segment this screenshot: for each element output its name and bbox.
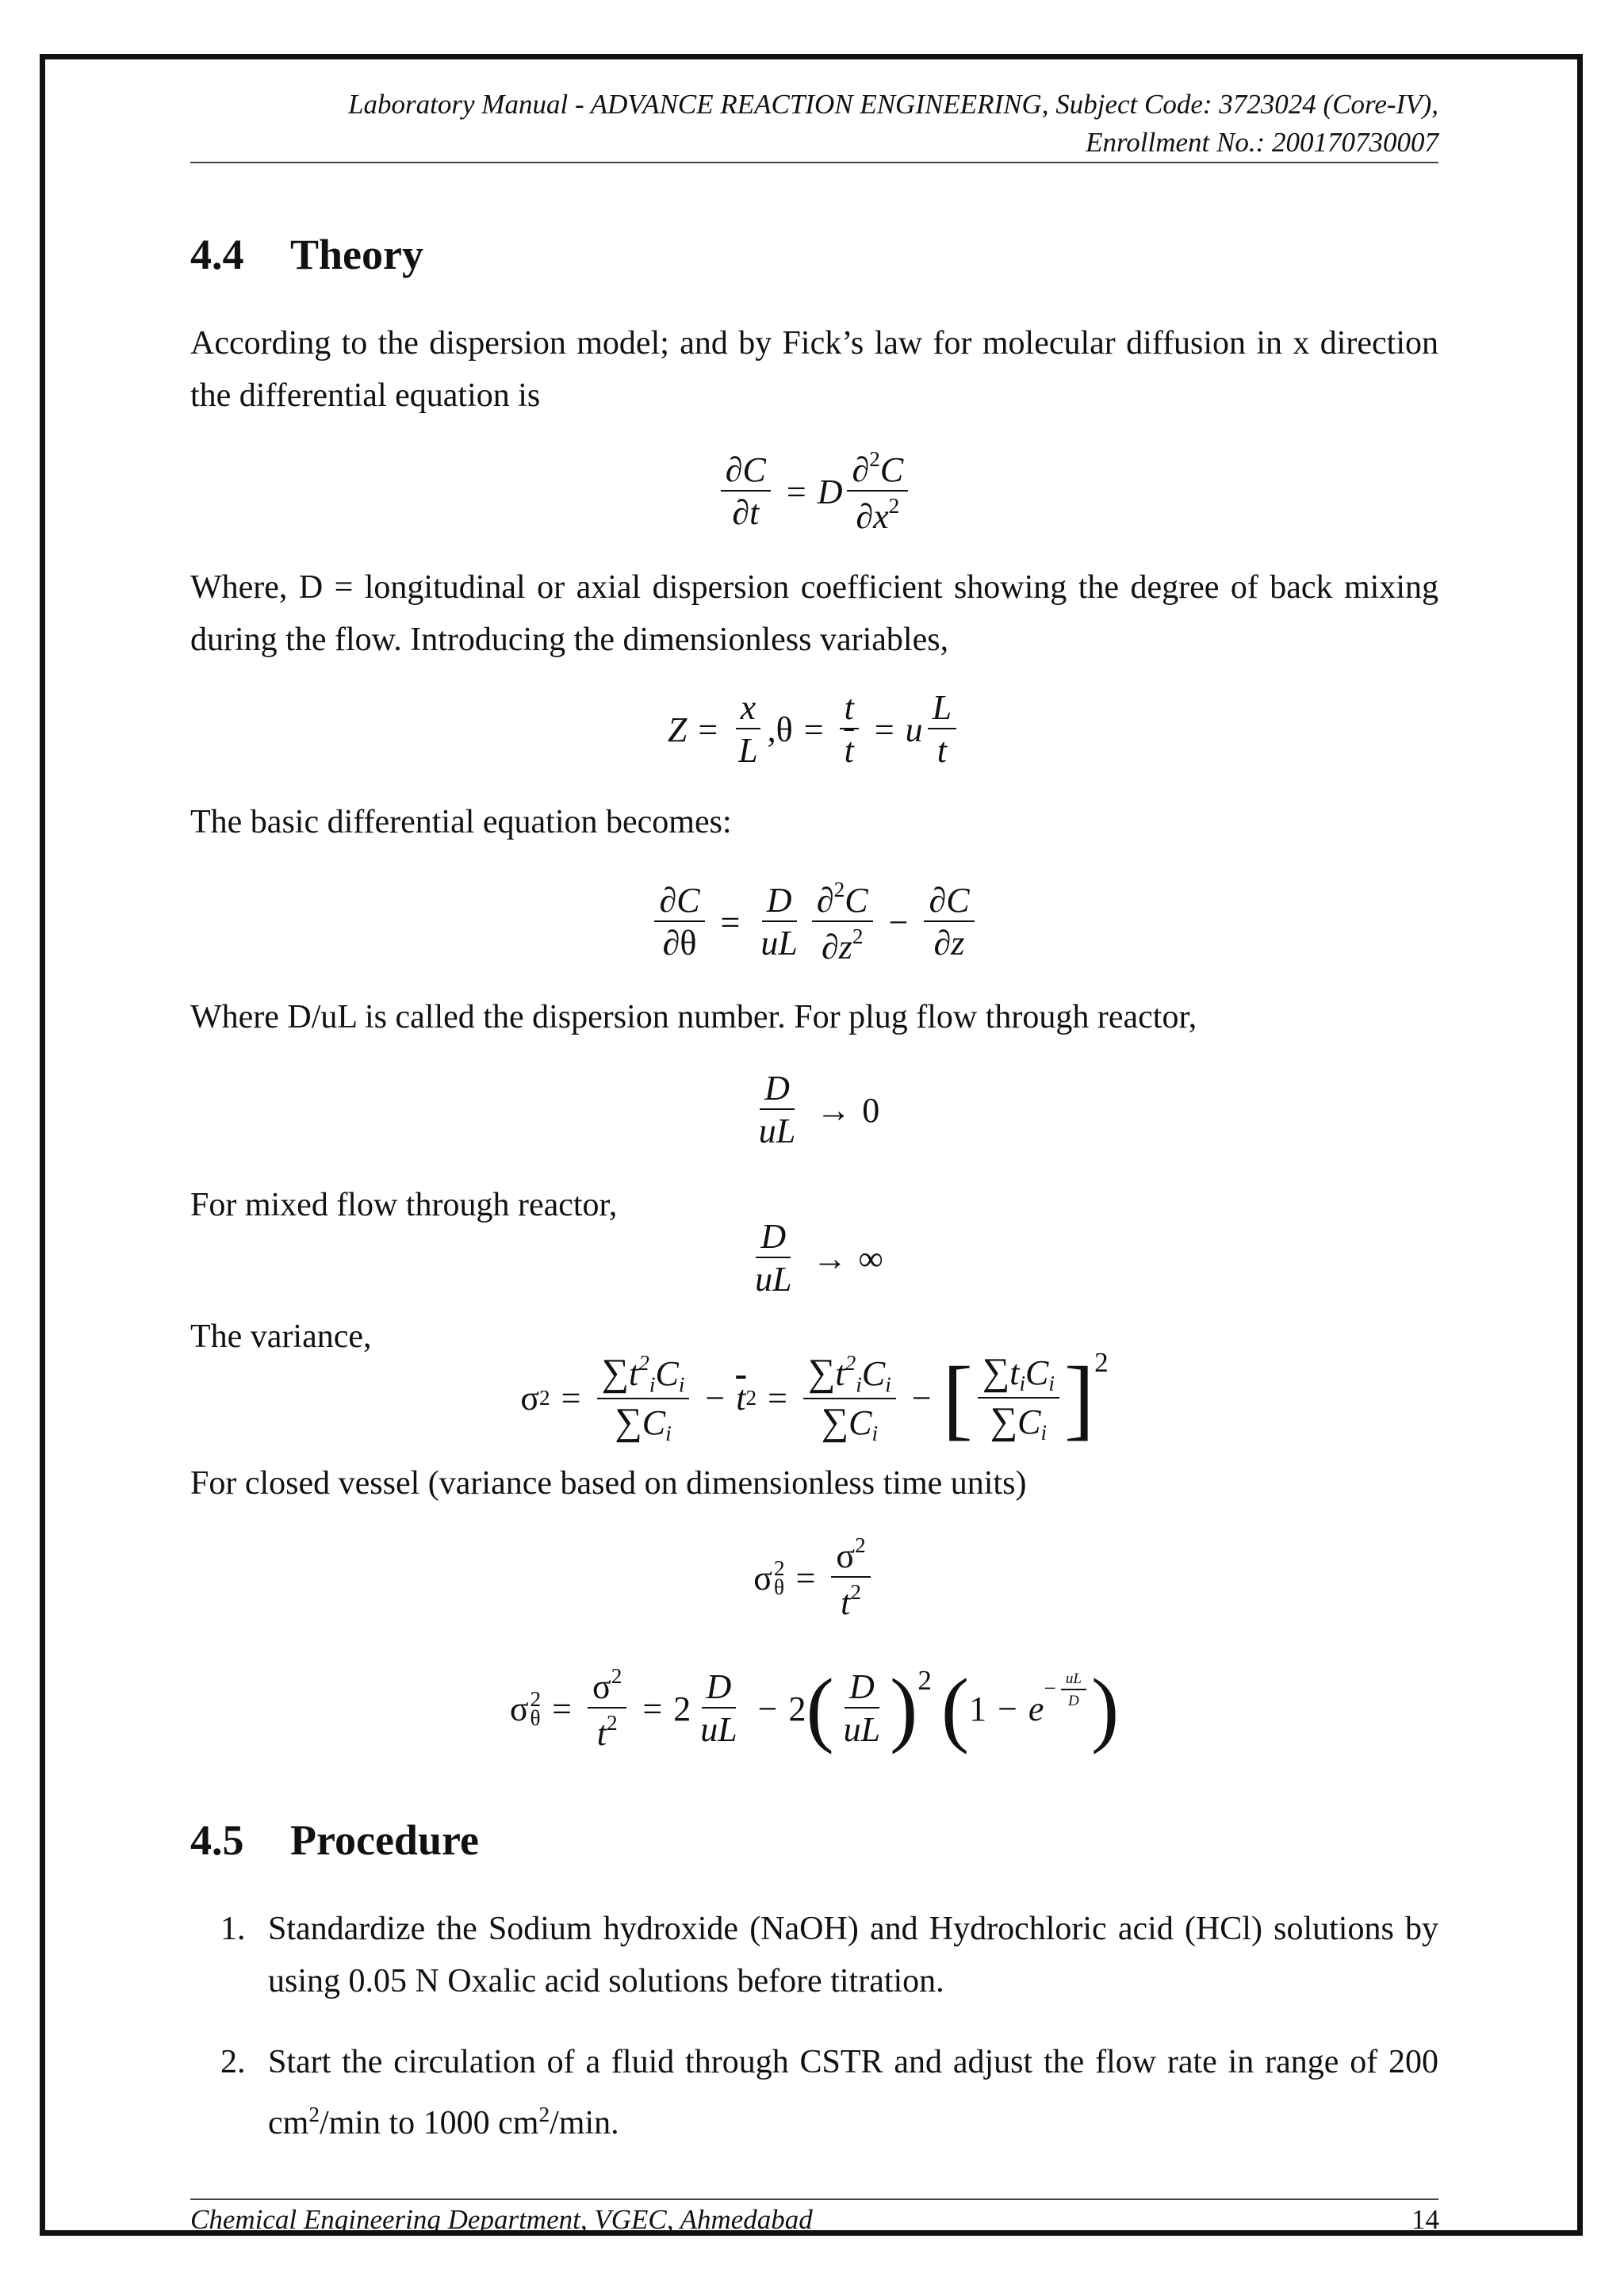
step-number: 2.	[220, 2044, 246, 2080]
paragraph-dispersion-number: Where D/uL is called the dispersion number. For plug flow through reactor,	[190, 999, 1197, 1035]
paragraph-dispersion-coefficient: Where, D = longitudinal or axial dispersion coefficient showing the degree of back mixing during the flow. Introducing the dimensionless variables,	[190, 569, 1438, 658]
header-line-2: Enrollment No.: 200170730007	[1086, 127, 1438, 158]
equation-dimensionless-variables: Z = $\frac{x}{L}$ ,θ = $\frac{t}{t}$ = u $\frac{L}{t}$	[190, 690, 1438, 769]
section-title: Procedure	[290, 1816, 479, 1864]
equation-diffusion: $\frac{\partial C}{\partial t}$ = D $\frac{\partial^2C}{\partial x^2}$	[190, 448, 1438, 536]
paragraph-variance: The variance,	[190, 1318, 372, 1355]
equation-dimensionless-dispersion: $\frac{\partial C}{\partial\theta}$ = $\frac{D}{uL}$ $\frac{\partial^2C}{\partial z^2}$ − $\frac{\partial C}{\partial z}$	[190, 878, 1438, 966]
paragraph-mixed-flow: For mixed flow through reactor,	[190, 1187, 618, 1223]
paragraph-intro: According to the dispersion model; and by Fick’s law for molecular diffusion in x direction the differential equation is	[190, 325, 1438, 414]
section-heading-theory	[190, 230, 423, 279]
equation-plug-flow-limit: $\frac{D}{uL}$ → 0	[758, 1069, 880, 1151]
step-number: 1.	[220, 1911, 246, 1947]
page-header	[190, 86, 1438, 162]
procedure-step-2	[220, 2036, 1438, 2149]
header-line-1: Laboratory Manual - ADVANCE REACTION ENGINEERING, Subject Code: 3723024 (Core-IV),	[348, 89, 1438, 120]
equation-closed-vessel-variance: σ 2 θ = $\frac{\sigma^2}{t^2}$ = 2 $\frac{D}{uL}$ − 2 ( $\frac{D}{uL}$ ) 2 ( 1 − e − $\frac{uL}{D}$ )	[509, 1662, 1120, 1755]
step-text: Standardize the Sodium hydroxide (NaOH) and Hydrochloric acid (HCl) solutions by using 0.05 N Oxalic acid solutions before titration.	[268, 1911, 1438, 1999]
section-heading-procedure	[190, 1816, 479, 1865]
section-title: Theory	[290, 231, 423, 278]
equation-variance: σ 2 = $\frac{\sum t^2_iC_i}{\sum C_i}$ − $\overline{t}$ 2 = $\frac{\sum t^2_iC_i}{\sum C_i}$ − [ $\frac{\sum t_iC_i}{\sum C_i}$ ] 2	[520, 1347, 1109, 1448]
page-number: 14	[1411, 2204, 1439, 2235]
equation-theta-variance: σ 2 θ = $\frac{\sigma^2}{t^2}$	[190, 1534, 1438, 1622]
paragraph-closed-vessel: For closed vessel (variance based on dimensionless time units)	[190, 1465, 1027, 1502]
procedure-step-1	[220, 1903, 1438, 2007]
section-number: 4.5	[190, 1816, 244, 1864]
paragraph-basic-equation: The basic differential equation becomes:	[190, 804, 732, 840]
footer-rule	[190, 2198, 1438, 2200]
step-text: Start the circulation of a fluid through CSTR and adjust the flow rate in range of 200 $cm^2/\min$ to 1000 $cm^2/\min$.	[268, 2044, 1438, 2141]
section-number: 4.4	[190, 231, 244, 278]
equation-mixed-flow-limit: $\frac{D}{uL}$ → ∞	[755, 1217, 883, 1299]
header-rule	[190, 162, 1438, 163]
footer-department: Chemical Engineering Department, VGEC, Ahmedabad	[190, 2204, 813, 2235]
